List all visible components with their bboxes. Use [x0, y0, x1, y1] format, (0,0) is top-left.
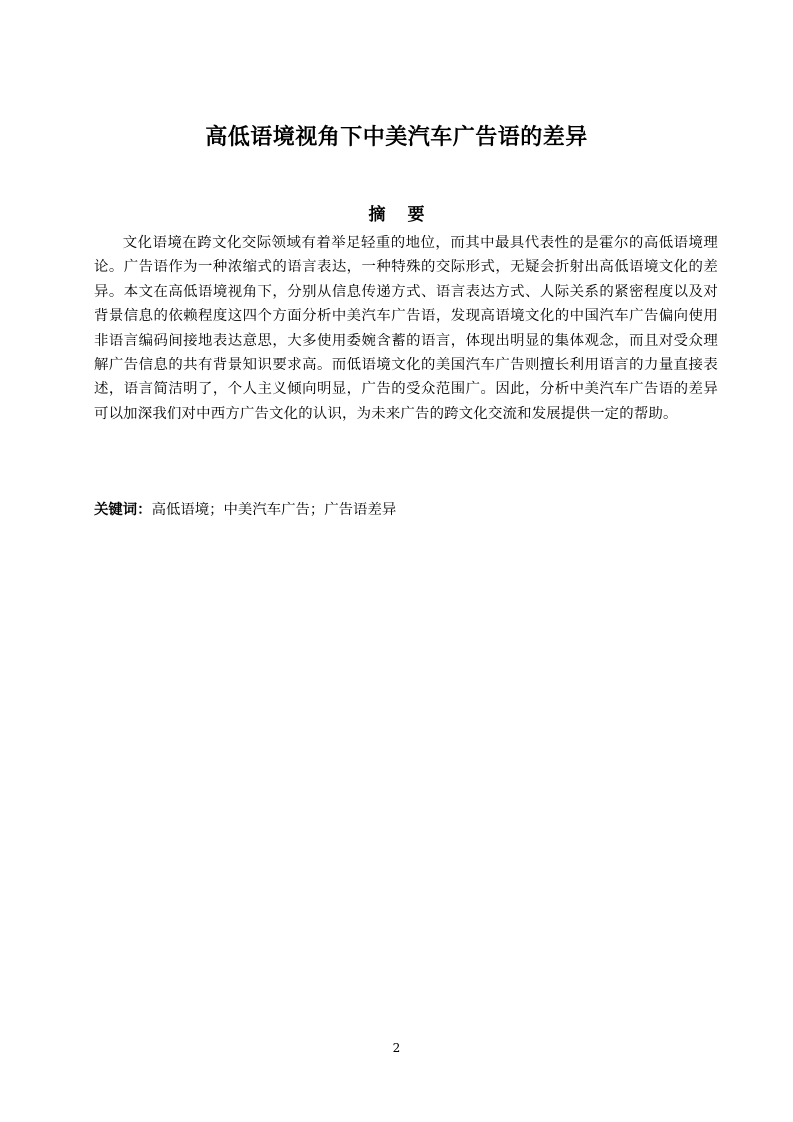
page-number: 2: [392, 1041, 401, 1055]
abstract-body: 文化语境在跨文化交际领域有着举足轻重的地位，而其中最具代表性的是霍尔的高低语境理论。广告语作为一种浓缩式的语言表达，一种特殊的交际形式，无疑会折射出高低语境文化的差异。本文在高低语境视角下，分别从信息传递方式、语言表达方式、人际关系的紧密程度以及对背景信息的依赖程度这四个方面分析中美汽车广告语，发现高语境文化的中国汽车广告偏向使用非语言编码间接地表达意思，大多使用委婉含蓄的语言，体现出明显的集体观念，而且对受众理解广告信息的共有背景知识要求高。而低语境文化的美国汽车广告则擅长利用语言的力量直接表述，语言简洁明了，个人主义倾向明显，广告的受众范围广。因此，分析中美汽车广告语的差异可以加深我们对中西方广告文化的认识，为未来广告的跨文化交流和发展提供一定的帮助。: [94, 235, 718, 422]
keywords-label: 关键词：: [94, 502, 152, 518]
keywords-value: 高低语境；中美汽车广告；广告语差异: [151, 502, 397, 518]
abstract-heading: 摘 要: [368, 205, 433, 225]
document-title: 高低语境视角下中美汽车广告语的差异: [205, 125, 588, 150]
keywords-line: [94, 499, 718, 521]
